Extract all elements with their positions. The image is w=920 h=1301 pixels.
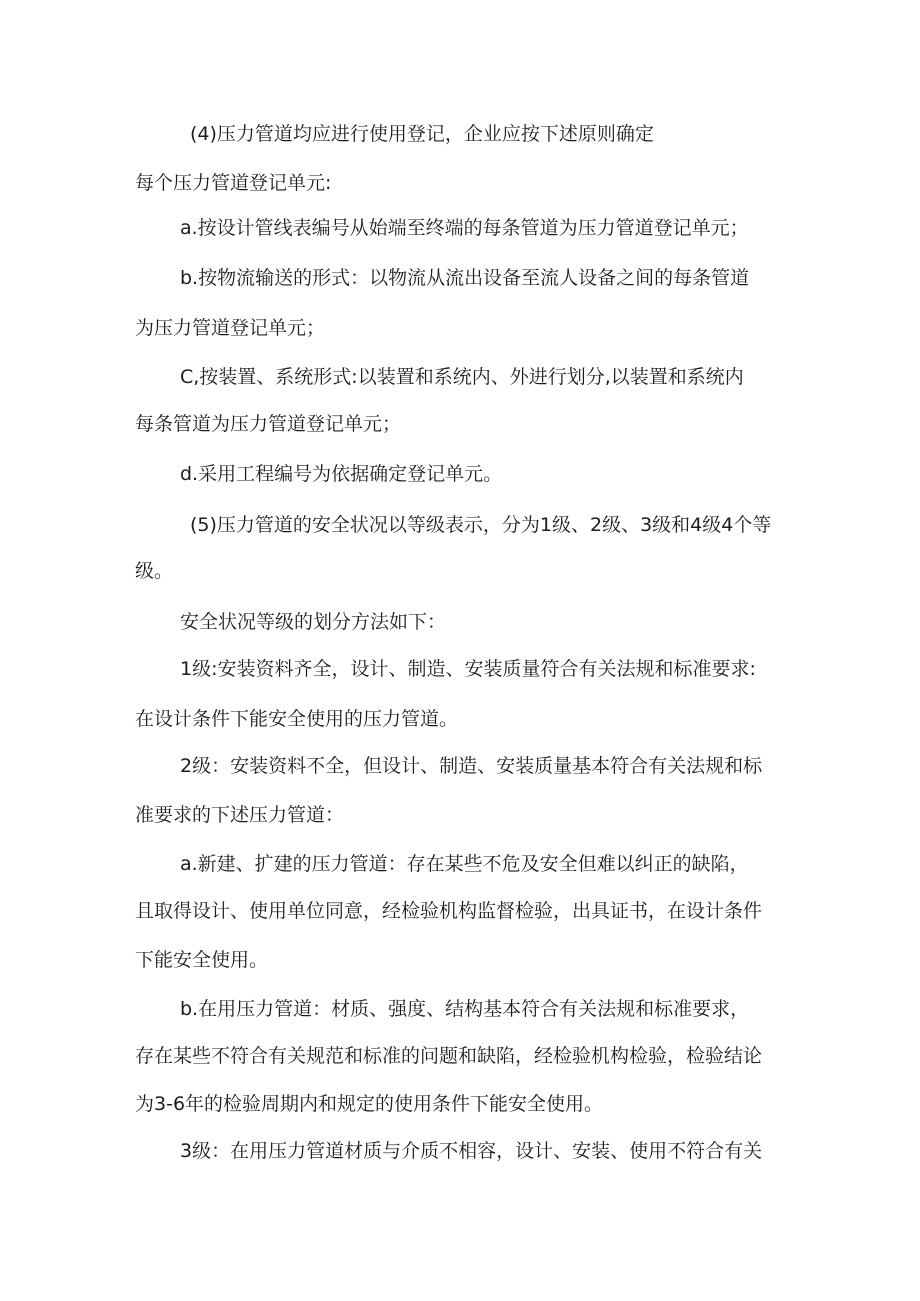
text-line: 为3-6年的检验周期内和规定的使用条件下能安全使用。 (135, 1093, 604, 1115)
text-line: 下能安全使用。 (135, 949, 269, 971)
text-line: 每条管道为压力管道登记单元； (135, 413, 402, 435)
text-line: (5)压力管道的安全状况以等级表示，分为1级、2级、3级和4级4个等 (190, 514, 772, 536)
text-line: b.按物流输送的形式：以物流从流出设备至流人设备之间的每条管道 (180, 267, 750, 289)
text-line: d.采用工程编号为依据确定登记单元。 (180, 463, 503, 485)
text-line: 级。 (135, 560, 174, 582)
text-line: (4)压力管道均应进行使用登记，企业应按下述原则确定 (190, 123, 654, 145)
text-line: b.在用压力管道：材质、强度、结构基本符合有关法规和标准要求， (180, 998, 750, 1020)
text-line: 且取得设计、使用单位同意，经检验机构监督检验，出具证书，在设计条件 (135, 900, 763, 922)
text-line: 准要求的下述压力管道： (135, 804, 345, 826)
text-line: 安全状况等级的划分方法如下： (180, 611, 447, 633)
text-line: C,按装置、系统形式:以装置和系统内、外进行划分,以装置和系统内 (180, 366, 744, 388)
text-line: a.按设计管线表编号从始端至终端的每条管道为压力管道登记单元； (180, 217, 749, 239)
text-line: 2级：安装资料不全，但设计、制造、安装质量基本符合有关法规和标 (180, 755, 763, 777)
text-line: 存在某些不符合有关规范和标准的问题和缺陷，经检验机构检验，检验结论 (135, 1045, 763, 1067)
text-line: 每个压力管道登记单元: (135, 172, 332, 194)
text-line: a.新建、扩建的压力管道：存在某些不危及安全但难以纠正的缺陷， (180, 853, 749, 875)
text-line: 为压力管道登记单元； (135, 317, 326, 339)
text-line: 1级:安装资料齐全，设计、制造、安装质量符合有关法规和标准要求: (180, 658, 756, 680)
text-line: 3级：在用压力管道材质与介质不相容，设计、安装、使用不符合有关 (180, 1140, 763, 1162)
text-line: 在设计条件下能安全使用的压力管道。 (135, 708, 459, 730)
